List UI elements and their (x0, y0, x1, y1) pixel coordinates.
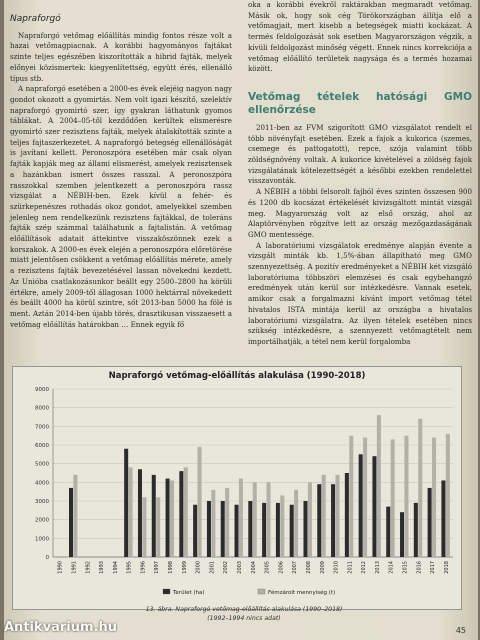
bar-area (179, 471, 183, 557)
bar-quantity (225, 488, 229, 557)
bar-chart (13, 367, 461, 609)
paragraph: A laboratóriumi vizsgálatok eredménye alapján évente a vizsgált minták kb. 1,5%-ában állapítható meg GMO szennyezettség. A pozitív eredményeket a NÉBIH két vizsgáló laboratóriuma többszöri elemzései és csak egybehangzó eredmények után kerül sor intézkedésre. Vannak esetek, amikor csak a forgalmazni kívánt import vetőmag tétel hivatalos ISTA mintája kerül az országba a hivatalos laboratóriumi vizsgálatra. Az ilyen tételek esetében nincs szükség intézkedésre, a szennyezett vetőmagtételt nem importálhatják, a tétel nem kerül forgalomba (248, 240, 472, 346)
y-tick-label: 6000 (35, 443, 49, 449)
x-tick-label: 2000 (195, 561, 202, 574)
x-tick-label: 1998 (168, 561, 175, 574)
bar-area (138, 469, 142, 557)
figure-caption (114, 606, 374, 623)
bar-area (290, 505, 294, 557)
legend-label: Terület (ha) (173, 590, 205, 596)
bar-quantity (335, 475, 339, 557)
bar-quantity (391, 439, 395, 557)
bar-quantity (322, 475, 326, 557)
bar-quantity (170, 480, 174, 557)
y-tick-label: 8000 (35, 405, 49, 412)
paragraph: A napraforgó esetében a 2000-es évek elejéig nagyon nagy gondot okozott a gyomirtás. Nem volt igazi készítő, szelektív napraforgó gyomirtó szer, így gyakran láthatunk gyomos táblákat. A 2004–05-től kezdődően kerültek elismerésre gyomirtó szer rezisztens fajták, melyek átalakították szinte a teljes fajtaszerkezetet. A napraforgó betegség ellenállóságát is javítani kellett. Peronoszpóra esetében már csak olyan fajták kapják meg az állami elismerést, amelyek rezisztensek a hazánkban ismert összes rasszal. A peronoszpóra rasszokkal szemben jelentkezett a peronoszpóra rassz vizsgálat a NÉBIH-ben. Ezek kívül a fehér- és szürkepenészes rothadás okoz gondot, amelyekkel szemben jelenleg nem rendelkezünk rezisztens fajtákkal, de toleráns fajták szép számmal találhatunk a fajtalistán. A vetőmag előállítások adatait áttekintve visszaköszönnek ezek a korszakok. A 2000-es évek elején a peronoszpóra előretörése miatt jelentősen csökkent a vetőmag előállítás mérete, amely a rezisztens fajták bevezetésével lassan növekedni kezdett. Az Unióba csatlakozásunkor beállt egy 2500–2800 ha körüli értékre, amely 2009-től állagosan 1000 hektárral növekedett és beállt 4000 ha körül szintre, sőt 2013-ban 5000 ha fölé is ment. Aztán 2014-ben újabb törés, drasztikusan visszaesett a vetőmag előállítás határokban … Ennek egyik fő (10, 84, 232, 329)
bar-area (124, 449, 128, 557)
bar-area (414, 503, 418, 557)
legend-swatch (258, 589, 265, 594)
bar-area (428, 488, 432, 557)
bar-quantity (377, 415, 381, 557)
y-tick-label: 4000 (35, 480, 49, 487)
bar-area (193, 505, 197, 557)
bar-quantity (142, 497, 146, 557)
x-tick-label: 1996 (140, 561, 147, 574)
bar-area (331, 484, 335, 557)
y-tick-label: 5000 (35, 461, 49, 468)
bar-quantity (267, 482, 271, 557)
bar-quantity (446, 434, 450, 557)
watermark-logo: Antikvarium.hu (4, 620, 117, 635)
bar-quantity (129, 467, 133, 557)
bar-quantity (211, 490, 215, 557)
x-tick-label: 2006 (278, 561, 285, 574)
x-tick-label: 2007 (292, 561, 299, 574)
bar-quantity (198, 447, 202, 557)
x-tick-label: 1994 (112, 561, 119, 574)
x-tick-label: 2013 (374, 561, 381, 574)
bar-quantity (308, 482, 312, 557)
bar-area (152, 475, 156, 557)
y-tick-label: 0 (45, 555, 49, 561)
bar-quantity (418, 419, 422, 557)
bar-area (235, 505, 239, 557)
bar-area (276, 503, 280, 557)
x-tick-label: 2015 (402, 561, 409, 574)
bar-quantity (73, 475, 77, 557)
x-tick-label: 2003 (237, 561, 244, 574)
x-tick-label: 1991 (71, 561, 78, 574)
bar-quantity (184, 467, 188, 557)
x-tick-label: 2012 (361, 561, 368, 574)
bar-area (441, 480, 445, 557)
x-tick-label: 1995 (126, 561, 133, 574)
right-column (248, 0, 472, 348)
x-tick-label: 2009 (319, 561, 326, 574)
bar-quantity (280, 495, 284, 557)
bar-quantity (239, 479, 243, 557)
x-tick-label: 1993 (99, 561, 106, 574)
legend-swatch (163, 589, 170, 594)
caption-line: 13. ábra. Napraforgó vetőmag-előállítás alakulása (1990–2018) (145, 606, 343, 613)
bar-area (207, 501, 211, 557)
bar-quantity (349, 436, 353, 557)
bar-quantity (432, 438, 436, 557)
left-column (10, 0, 232, 330)
chart-title: Napraforgó vetőmag-előállítás alakulása (1990-2018) (108, 371, 366, 381)
bar-quantity (363, 438, 367, 557)
section-heading: Vetőmag tételek hatósági GMO ellenőrzése (248, 90, 472, 116)
y-tick-label: 2000 (35, 517, 49, 524)
x-tick-label: 2010 (333, 561, 340, 574)
x-tick-label: 2005 (264, 561, 271, 574)
x-tick-label: 1990 (57, 561, 64, 574)
bar-area (400, 512, 404, 557)
bar-area (359, 454, 363, 557)
y-tick-label: 3000 (35, 499, 49, 505)
section-title: Napraforgó (10, 14, 61, 24)
paragraph: A NÉBIH a többi felsorolt fajból éves szinten összesen 900 és 1200 db kocsázat értékelését kivizsgáltott mintát vizsgál meg. Magyarország volt az első ország, ahol az Alaptörvényben rögzítve lett az ország mezőgazdaságának GMO mentessége. (248, 187, 472, 239)
book-page (4, 0, 478, 640)
chart-frame (12, 366, 462, 610)
y-tick-label: 7000 (35, 424, 49, 431)
paragraph: Napraforgó vetőmag előállítás mindig fontos része volt a hazai vetőmagpiacnak. A korábbi hagyományos fajtákat szinte teljes egészében kiszorították a hibrid fajták, melyek előnyei közismertek: kiegyenlítettség, együtt érés, ellenálló típus stb. (10, 30, 232, 83)
x-tick-label: 1999 (181, 561, 188, 574)
bar-area (345, 473, 349, 557)
bar-quantity (156, 497, 160, 557)
bar-area (262, 503, 266, 557)
paragraph: oka a korábbi évekről raktárakban megmaradt vetőmag. Másik ok, hogy sok cég Törökországban állítja elő a vetőmagjait, mert kisebb a betegségek miatti kockázat. A termés feldolgozását sok esetben Magyarországon végzik, a kívüli feldolgozást minőség végett. Ennek nincs korrekciója a vetőmag előállító területek nagysága és a termés hozamai között. (248, 0, 472, 74)
bar-area (317, 484, 321, 557)
bar-area (166, 479, 170, 557)
y-tick-label: 1000 (35, 536, 49, 543)
bar-quantity (404, 436, 408, 557)
x-tick-label: 2002 (223, 561, 230, 574)
legend-label: Fémzárolt mennyiség (t) (268, 590, 336, 596)
bar-area (69, 488, 73, 557)
x-tick-label: 2016 (416, 561, 423, 574)
bar-quantity (294, 490, 298, 557)
x-tick-label: 2008 (305, 561, 312, 574)
x-tick-label: 2014 (388, 561, 395, 574)
x-tick-label: 1997 (154, 561, 161, 574)
bar-area (386, 507, 390, 557)
bar-area (248, 501, 252, 557)
bar-area (221, 501, 225, 557)
y-tick-label: 9000 (35, 387, 49, 393)
x-tick-label: 2004 (250, 561, 257, 574)
page-number: 45 (455, 626, 466, 635)
x-tick-label: 2001 (209, 561, 216, 574)
x-tick-label: 2011 (347, 561, 354, 574)
paragraph: 2011-ben az FVM szigorított GMO vizsgálatot rendelt el több növényfajt esetében. Ezek a fajok a kukorica (szemes, csemege és pattogatott), repce, szója valamint több zöldségnövény voltak. A kukorice kivételével a zöldség fajok vizsgálatának kötelezettségét a későbbi ezekben rendelettel visszavonták. (248, 122, 472, 186)
caption-note: (1992–1994 nincs adat) (207, 614, 281, 622)
bar-quantity (253, 482, 257, 557)
bar-area (303, 501, 307, 557)
x-tick-label: 2017 (430, 561, 437, 574)
x-tick-label: 1992 (85, 561, 92, 574)
x-tick-label: 2018 (443, 561, 450, 574)
bar-area (372, 456, 376, 557)
